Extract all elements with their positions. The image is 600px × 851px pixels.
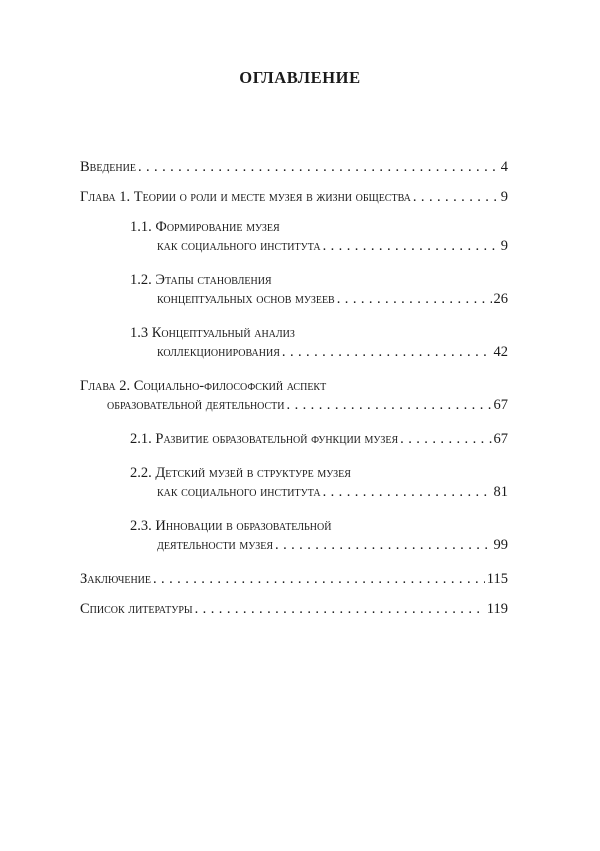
toc-entry-label-continuation: как социального института — [157, 238, 321, 254]
toc-entry-label: Глава 1. Теории о роли и месте музея в жизни общества — [80, 189, 411, 205]
toc-entry-label: 2.3. Инновации в образовательной — [130, 518, 332, 534]
toc-entry-section-1-3[interactable] — [130, 324, 508, 362]
dot-leader — [275, 536, 491, 555]
toc-entry-label-continuation: деятельности музея — [157, 537, 274, 553]
dot-leader — [138, 158, 499, 177]
toc-page-number: 26 — [493, 291, 508, 307]
toc-entry-label: 2.1. Развитие образовательной функции музея — [130, 431, 399, 447]
toc-page-number: 9 — [500, 189, 508, 205]
toc-entry-label: Список литературы — [80, 601, 193, 617]
dot-leader — [337, 290, 492, 309]
toc-entry-section-1-2[interactable] — [130, 271, 508, 309]
toc-entry-label: 1.3 Концептуальный анализ — [130, 325, 295, 341]
dot-leader — [400, 430, 491, 449]
toc-entry-label-continuation: коллекционирования — [157, 344, 280, 360]
toc-entry-section-1-1[interactable] — [130, 218, 508, 256]
toc-entry-section-2-2[interactable] — [130, 464, 508, 502]
toc-entry-label-continuation: как социального института — [157, 484, 321, 500]
table-of-contents — [80, 158, 508, 619]
toc-entry-label: 1.2. Этапы становления — [130, 272, 272, 288]
toc-entry-chapter-1[interactable] — [80, 188, 508, 207]
toc-entry-label-continuation: концептуальных основ музеев — [157, 291, 335, 307]
toc-entry-label: Заключение — [80, 571, 151, 587]
toc-page-number: 67 — [493, 431, 508, 447]
dot-leader — [282, 343, 492, 362]
toc-page-number: 81 — [493, 484, 508, 500]
toc-page-number: 115 — [486, 571, 508, 587]
toc-entry-section-2-1[interactable] — [130, 430, 508, 449]
toc-page-number: 42 — [493, 344, 508, 360]
toc-page-number: 4 — [500, 159, 508, 175]
dot-leader — [413, 188, 499, 207]
toc-entry-label: 1.1. Формирование музея — [130, 219, 280, 235]
toc-entry-bibliography[interactable] — [80, 600, 508, 619]
toc-entry-label-continuation: образовательной деятельности — [107, 397, 285, 413]
toc-entry-introduction[interactable] — [80, 158, 508, 177]
toc-page-number: 9 — [500, 238, 508, 254]
dot-leader — [323, 483, 492, 502]
toc-entry-chapter-2[interactable] — [80, 377, 508, 415]
toc-entry-label: 2.2. Детский музей в структуре музея — [130, 465, 351, 481]
dot-leader — [323, 237, 499, 256]
toc-page-number: 99 — [493, 537, 508, 553]
dot-leader — [287, 396, 492, 415]
toc-entry-label: Введение — [80, 159, 136, 175]
toc-entry-label: Глава 2. Социально-философский аспект — [80, 378, 327, 394]
page-title: ОГЛАВЛЕНИЕ — [239, 68, 361, 87]
toc-page-number: 67 — [493, 397, 508, 413]
toc-page-number: 119 — [486, 601, 508, 617]
dot-leader — [195, 600, 485, 619]
dot-leader — [153, 570, 485, 589]
toc-entry-conclusion[interactable] — [80, 570, 508, 589]
toc-entry-section-2-3[interactable] — [130, 517, 508, 555]
